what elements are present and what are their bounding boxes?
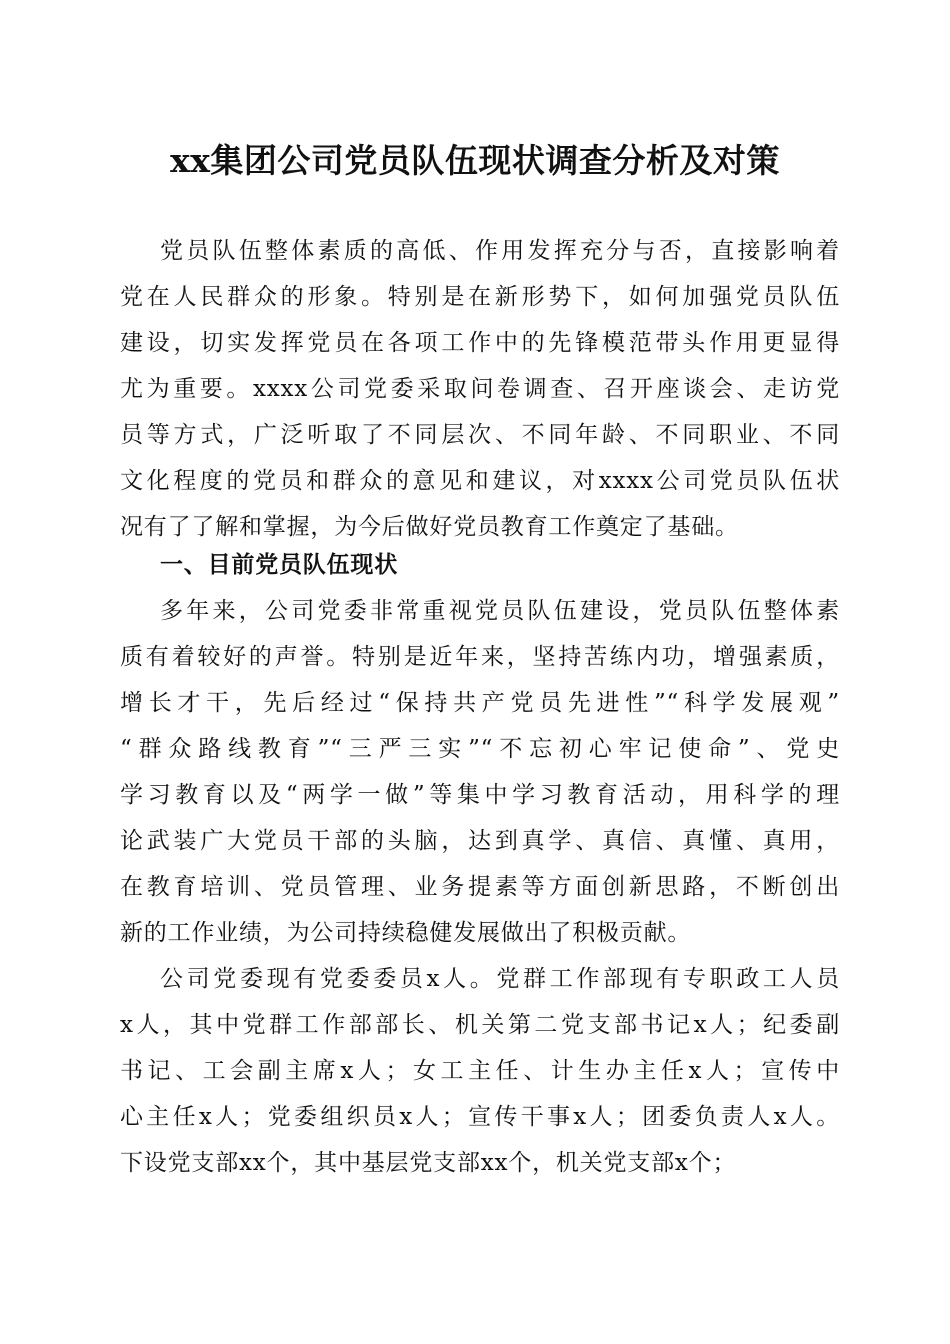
paragraph1-line: 尤为重要。xxxx公司党委采取问卷调查、召开座谈会、走访党	[120, 376, 840, 402]
paragraph3-line: x人，其中党群工作部部长、机关第二党支部书记x人；纪委副	[120, 1012, 840, 1038]
paragraph3-line: 下设党支部xx个，其中基层党支部xx个，机关党支部x个；	[120, 1150, 737, 1176]
paragraph1-line: 员等方式，广泛听取了不同层次、不同年龄、不同职业、不同	[120, 422, 840, 448]
paragraph2-line: “群众路线教育”“三严三实”“不忘初心牢记使命”、党史	[120, 736, 840, 762]
paragraph3-line: 书记、工会副主席x人；女工主任、计生办主任x人；宣传中	[120, 1058, 840, 1084]
paragraph1-line: 建设，切实发挥党员在各项工作中的先锋模范带头作用更显得	[120, 330, 840, 356]
paragraph2-line: 论武装广大党员干部的头脑，达到真学、真信、真懂、真用，	[120, 828, 840, 854]
paragraph3-line: 公司党委现有党委委员x人。党群工作部现有专职政工人员	[160, 966, 840, 992]
paragraph1-line: 文化程度的党员和群众的意见和建议，对xxxx公司党员队伍状	[120, 468, 840, 494]
paragraph1-line: 党员队伍整体素质的高低、作用发挥充分与否，直接影响着	[160, 238, 840, 264]
document-title: xx集团公司党员队伍现状调查分析及对策	[170, 141, 780, 180]
paragraph2-line: 在教育培训、党员管理、业务提素等方面创新思路，不断创出	[120, 874, 840, 900]
paragraph1-line: 况有了了解和掌握，为今后做好党员教育工作奠定了基础。	[120, 514, 739, 540]
paragraph2-line: 多年来，公司党委非常重视党员队伍建设，党员队伍整体素	[160, 598, 840, 624]
paragraph3-line: 心主任x人；党委组织员x人；宣传干事x人；团委负责人x人。	[120, 1104, 840, 1130]
paragraph2-line: 新的工作业绩，为公司持续稳健发展做出了积极贡献。	[120, 920, 692, 946]
paragraph2-line: 学习教育以及“两学一做”等集中学习教育活动，用科学的理	[120, 782, 840, 808]
paragraph2-line: 质有着较好的声誉。特别是近年来，坚持苦练内功，增强素质，	[120, 644, 840, 670]
section-heading: 一、目前党员队伍现状	[160, 552, 398, 578]
paragraph2-line: 增长才干，先后经过“保持共产党员先进性”“科学发展观”	[120, 690, 840, 716]
paragraph1-line: 党在人民群众的形象。特别是在新形势下，如何加强党员队伍	[120, 284, 840, 310]
